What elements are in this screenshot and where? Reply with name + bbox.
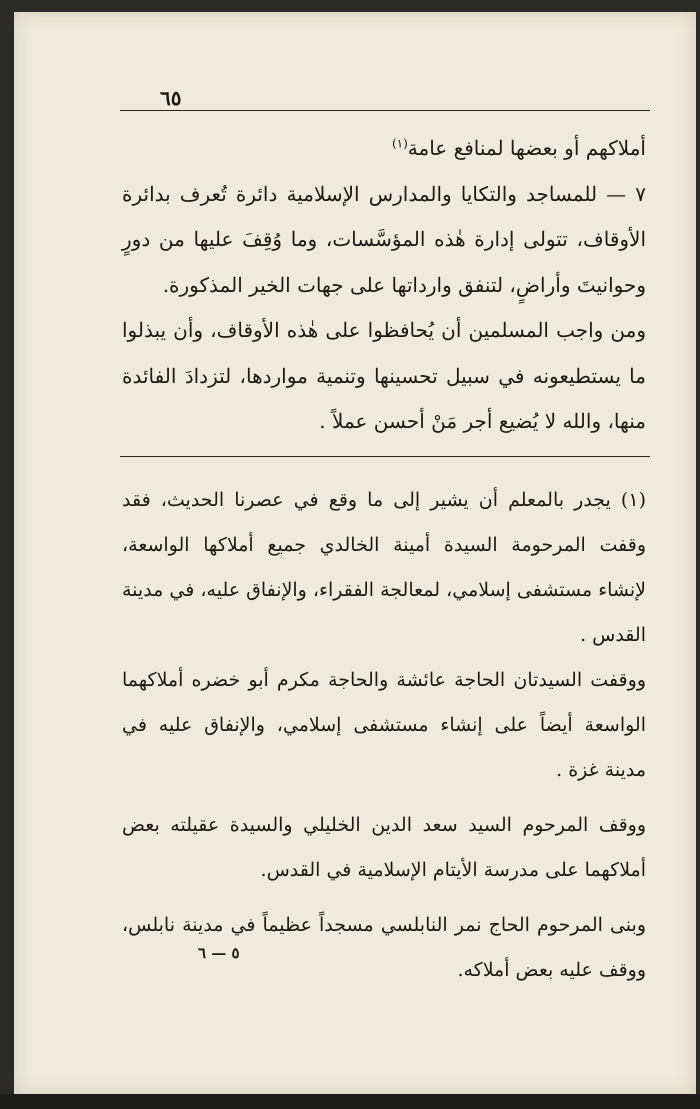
footnote-reference: (١) <box>391 136 408 151</box>
footnotes <box>122 478 646 993</box>
footnote-paragraph: ووقفت السيدتان الحاجة عائشة والحاجة مكرم أبو خضره أملاكهما الواسعة أيضاً على إنشاء مستشفى إسلامي، والإنفاق عليه في مدينة غزة . <box>122 669 646 781</box>
footnote-paragraph: ووقف المرحوم السيد سعد الدين الخليلي والسيدة عقيلته بعض أملاكهما على مدرسة الأيتام الإسلامية في القدس. <box>122 814 646 881</box>
paragraph-7: ٧ — للمساجد والتكايا والمدارس الإسلامية دائرة تُعرف بدائرة الأوقاف، تتولى إدارة هٰذه المؤسَّسات، وما وُقِفَ عليها من دورٍ وحوانيتَ وأراضٍ، لتنفق وارداتها على جهات الخير المذكورة. <box>122 181 646 297</box>
footnote-paragraph: وبنى المرحوم الحاج نمر النابلسي مسجداً عظيماً في مدينة نابلس، ووقف عليه بعض أملاكه. <box>122 914 646 981</box>
scan-border <box>0 1094 700 1109</box>
printer-signature: ٥ — ٦ <box>198 944 240 962</box>
header-rule <box>120 110 650 111</box>
footnote-rule <box>120 456 650 457</box>
continuation-text: أملاكهم أو بعضها لمنافع عامة <box>407 136 646 160</box>
page-number: ٦٥ <box>160 86 182 110</box>
continuation-line <box>122 126 646 172</box>
paragraph-duty: ومن واجب المسلمين أن يُحافظوا على هٰذه الأوقاف، وأن يبذلوا ما يستطيعونه في سبيل تحسينها وتنمية مواردها، لتزدادَ الفائدة منها، والله لا يُضيع أجر مَنْ أحسن عملاً . <box>122 318 646 433</box>
footnote-1: (١) يجدر بالمعلم أن يشير إلى ما وقع في عصرنا الحديث، فقد وقفت المرحومة السيدة أمينة الخالدي جميع أملاكها الواسعة، لإنشاء مستشفى إسلامي، لمعالجة الفقراء، والإنفاق عليه، في مدينة القدس . <box>122 489 646 646</box>
main-text <box>122 126 646 445</box>
